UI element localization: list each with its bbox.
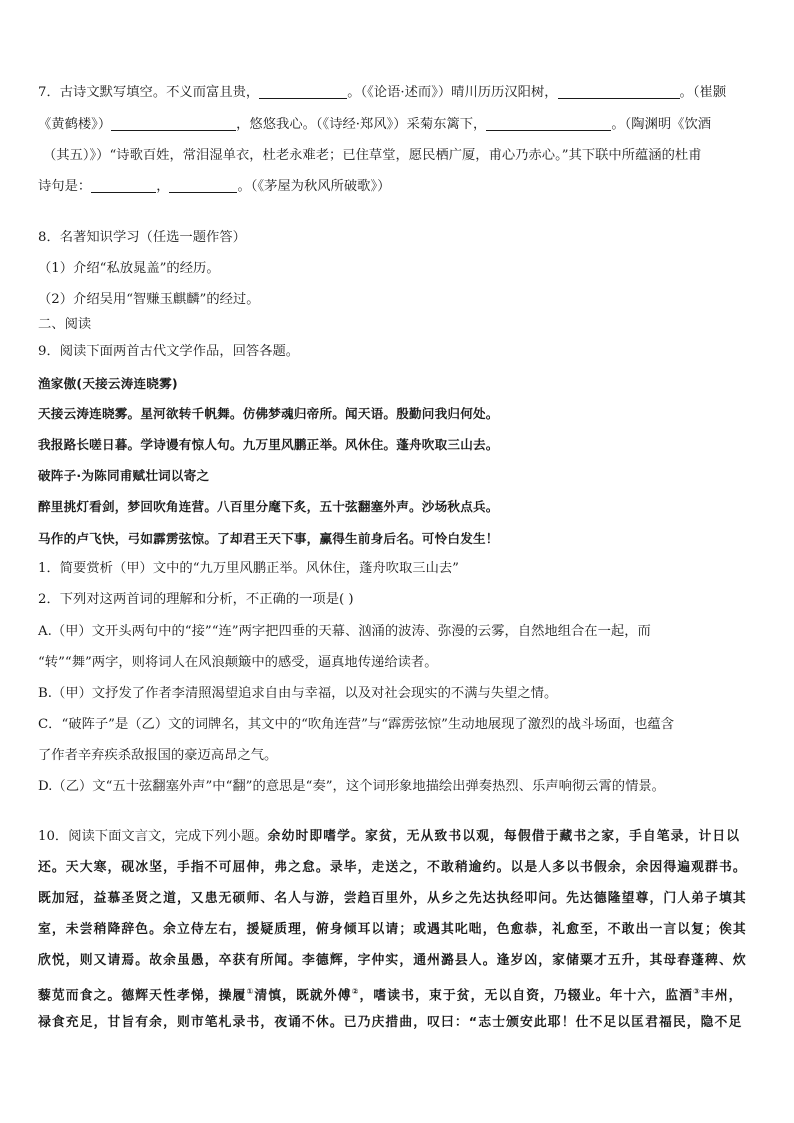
q9-option-a-line-2: “转”“舞”两字，则将词人在风浪颠簸中的感受，逼真地传递给读者。	[38, 655, 438, 670]
q9-title: 9．阅读下面两首古代文学作品，回答各题。	[38, 344, 300, 359]
footnote-mark-3: ③	[693, 987, 701, 996]
q10-line-6: 藜苋而食之。德辉天性孝悌，操履①清慎，既就外傅②，嗜读书，束于贫，无以自资，乃辍业。年十六，监酒③丰州，	[38, 987, 743, 1004]
q9-option-c-line-2: 了作者辛弃疾杀敌报国的豪迈高昂之气。	[38, 748, 278, 763]
answer-blank-4[interactable]	[486, 116, 611, 131]
q10-line-7: 禄食充足，甘旨有余，则市笔札录书，夜诵不休。已乃庆措曲，叹曰：“志士颁安此耶！仕不足以匡君福民，隐不足	[38, 1015, 743, 1030]
q8-item-1: （1）介绍“私放晁盖”的经历。	[38, 261, 220, 276]
q10-line-3: 既加冠，益慕圣贤之道，又患无硕师、名人与游，尝趋百里外，从乡之先达执经叩问。先达德隆望尊，门人弟子填其	[38, 891, 747, 906]
poem-2-title: 破阵子·为陈同甫赋壮词以寄之	[38, 468, 210, 483]
answer-blank-5[interactable]	[91, 178, 156, 193]
q10-line-4: 室，未尝稍降辞色。余立侍左右，援疑质理，俯身倾耳以请；或遇其叱咄，色愈恭，礼愈至，不敢出一言以复；俟其	[38, 922, 747, 937]
q10-line-5: 欣悦，则又请焉。故余虽愚，卒获有所闻。李德辉，字仲实，通州潞县人。逢岁凶，家储粟才五升，其母舂蓬稗、炊	[38, 953, 747, 968]
poem-2-line-2: 马作的卢飞快，弓如霹雳弦惊。了却君王天下事，赢得生前身后名。可怜白发生！	[38, 531, 499, 546]
q7-line-2: 《黄鹤楼》） ，悠悠我心。（《诗经·郑风》）采菊东篱下， 。（陶渊明《饮酒	[38, 117, 712, 132]
q9-option-b: B.（甲）文抒发了作者李清照渴望追求自由与幸福，以及对社会现实的不满与失望之情。	[38, 686, 558, 701]
q8-item-2: （2）介绍吴用“智赚玉麒麟”的经过。	[38, 292, 260, 307]
q10-line-2: 还。天大寒，砚冰坚，手指不可屈伸，弗之怠。录毕，走送之，不敢稍逾约。以是人多以书假余，余因得遍观群书。	[38, 860, 747, 875]
section-heading-reading: 二、阅读	[38, 317, 92, 332]
q8-title: 8．名著知识学习（任选一题作答）	[38, 230, 246, 245]
q9-option-c-line-1: C．“破阵子”是（乙）文的词牌名，其文中的“吹角连营”与“霹雳弦惊”生动地展现了激烈的战斗场面，也蕴含	[38, 717, 675, 732]
answer-blank-3[interactable]	[111, 116, 236, 131]
answer-blank-6[interactable]	[169, 178, 237, 193]
q7-line-4: 诗句是： ， 。（《茅屋为秋风所破歌》）	[38, 179, 391, 194]
poem-1-line-2: 我报路长嗟日暮。学诗谩有惊人句。九万里风鹏正举。风休住。蓬舟吹取三山去。	[38, 437, 499, 452]
q7-line-1: 7．古诗文默写填空。不义而富且贵， 。（《论语·述而》）晴川历历汉阳树， 。（崔颢	[38, 85, 727, 100]
q10-line-1: 10．阅读下面文言文，完成下列小题。余幼时即嗜学。家贫，无从致书以观，每假借于藏书之家，手自笔录，计日以	[38, 829, 741, 844]
q7-line-3: （其五）》）“诗歌百姓，常泪湿单衣，杜老永难老；已住草堂，愿民栖广厦，甫心乃赤心。”其下联中所蕴涵的杜甫	[43, 148, 702, 163]
poem-1-line-1: 天接云涛连晓雾。星河欲转千帆舞。仿佛梦魂归帝所。闻天语。殷勤问我归何处。	[38, 406, 499, 421]
poem-2-line-1: 醉里挑灯看剑，梦回吹角连营。八百里分麾下炙，五十弦翻塞外声。沙场秋点兵。	[38, 499, 499, 514]
poem-1-title: 渔家傲(天接云涛连晓雾)	[38, 376, 178, 391]
q9-option-d: D.（乙）文“五十弦翻塞外声”中“翻”的意思是“奏”，这个词形象地描绘出弹奏热烈、乐声响彻云霄的情景。	[38, 779, 665, 794]
answer-blank-1[interactable]	[259, 84, 347, 99]
footnote-mark-1: ①	[246, 987, 255, 996]
q9-sub-question-2: 2．下列对这两首词的理解和分析，不正确的一项是( )	[38, 592, 354, 607]
footnote-mark-2: ②	[351, 987, 360, 996]
q9-option-a-line-1: A.（甲）文开头两句中的“接”“连”两字把四垂的天幕、汹涌的波涛、弥漫的云雾，自然地组合在一起，而	[38, 624, 651, 639]
answer-blank-2[interactable]	[558, 84, 680, 99]
q10-title: 10．阅读下面文言文，完成下列小题。	[38, 829, 268, 844]
q9-sub-question-1: 1．简要赏析（甲）文中的“九万里风鹏正举。风休住，蓬舟吹取三山去”	[38, 561, 459, 576]
